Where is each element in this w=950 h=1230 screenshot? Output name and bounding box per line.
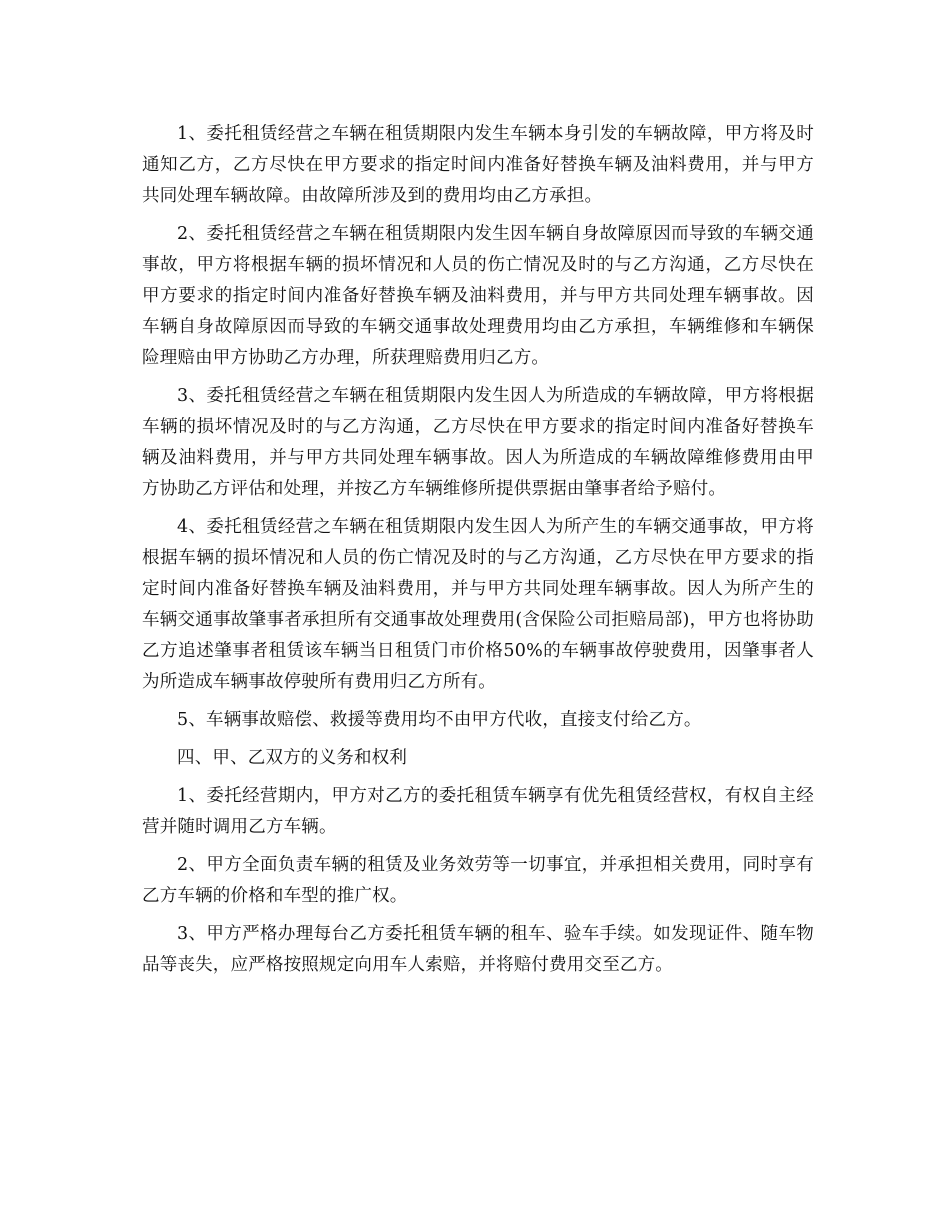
paragraph-clause-1: 1、委托租赁经营之车辆在租赁期限内发生车辆本身引发的车辆故障，甲方将及时通知乙方，乙方尽快在甲方要求的指定时间内准备好替换车辆及油料费用，并与甲方共同处理车辆故障。由故障所涉及到的费用均由乙方承担。	[142, 124, 814, 206]
paragraph-clause-3: 3、委托租赁经营之车辆在租赁期限内发生因人为所造成的车辆故障，甲方将根据车辆的损坏情况及时的与乙方沟通，乙方尽快在甲方要求的指定时间内准备好替换车辆及油料费用，并与甲方共同处理车辆事故。因人为所造成的车辆故障维修费用由甲方协助乙方评估和处理，并按乙方车辆维修所提供票据由肇事者给予赔付。	[142, 386, 814, 499]
paragraph-clause-4: 4、委托租赁经营之车辆在租赁期限内发生因人为所产生的车辆交通事故，甲方将根据车辆的损坏情况和人员的伤亡情况及时的与乙方沟通，乙方尽快在甲方要求的指定时间内准备好替换车辆及油料费用，并与甲方共同处理车辆事故。因人为所产生的车辆交通事故肇事者承担所有交通事故处理费用(含保险公司拒赔局部)，甲方也将协助乙方追述肇事者租赁该车辆当日租赁门市价格50%的车辆事故停驶费用，因肇事者人为所造成车辆事故停驶所有费用归乙方所有。	[142, 517, 814, 692]
section-heading-obligations-rights: 四、甲、乙双方的义务和权利	[177, 748, 408, 768]
paragraph-obligation-3: 3、甲方严格办理每台乙方委托租赁车辆的租车、验车手续。如发现证件、随车物品等丧失，应严格按照规定向用车人索赔，并将赔付费用交至乙方。	[142, 924, 814, 975]
paragraph-obligation-1: 1、委托经营期内，甲方对乙方的委托租赁车辆享有优先租赁经营权，有权自主经营并随时调用乙方车辆。	[142, 786, 814, 837]
document-body	[142, 119, 814, 988]
paragraph-clause-2: 2、委托租赁经营之车辆在租赁期限内发生因车辆自身故障原因而导致的车辆交通事故，甲方将根据车辆的损坏情况和人员的伤亡情况及时的与乙方沟通，乙方尽快在甲方要求的指定时间内准备好替换车辆及油料费用，并与甲方共同处理车辆事故。因车辆自身故障原因而导致的车辆交通事故处理费用均由乙方承担，车辆维修和车辆保险理赔由甲方协助乙方办理，所获理赔费用归乙方。	[142, 224, 814, 368]
paragraph-obligation-2: 2、甲方全面负责车辆的租赁及业务效劳等一切事宜，并承担相关费用，同时享有乙方车辆的价格和车型的推广权。	[142, 855, 814, 906]
paragraph-clause-5: 5、车辆事故赔偿、救援等费用均不由甲方代收，直接支付给乙方。	[177, 710, 702, 730]
